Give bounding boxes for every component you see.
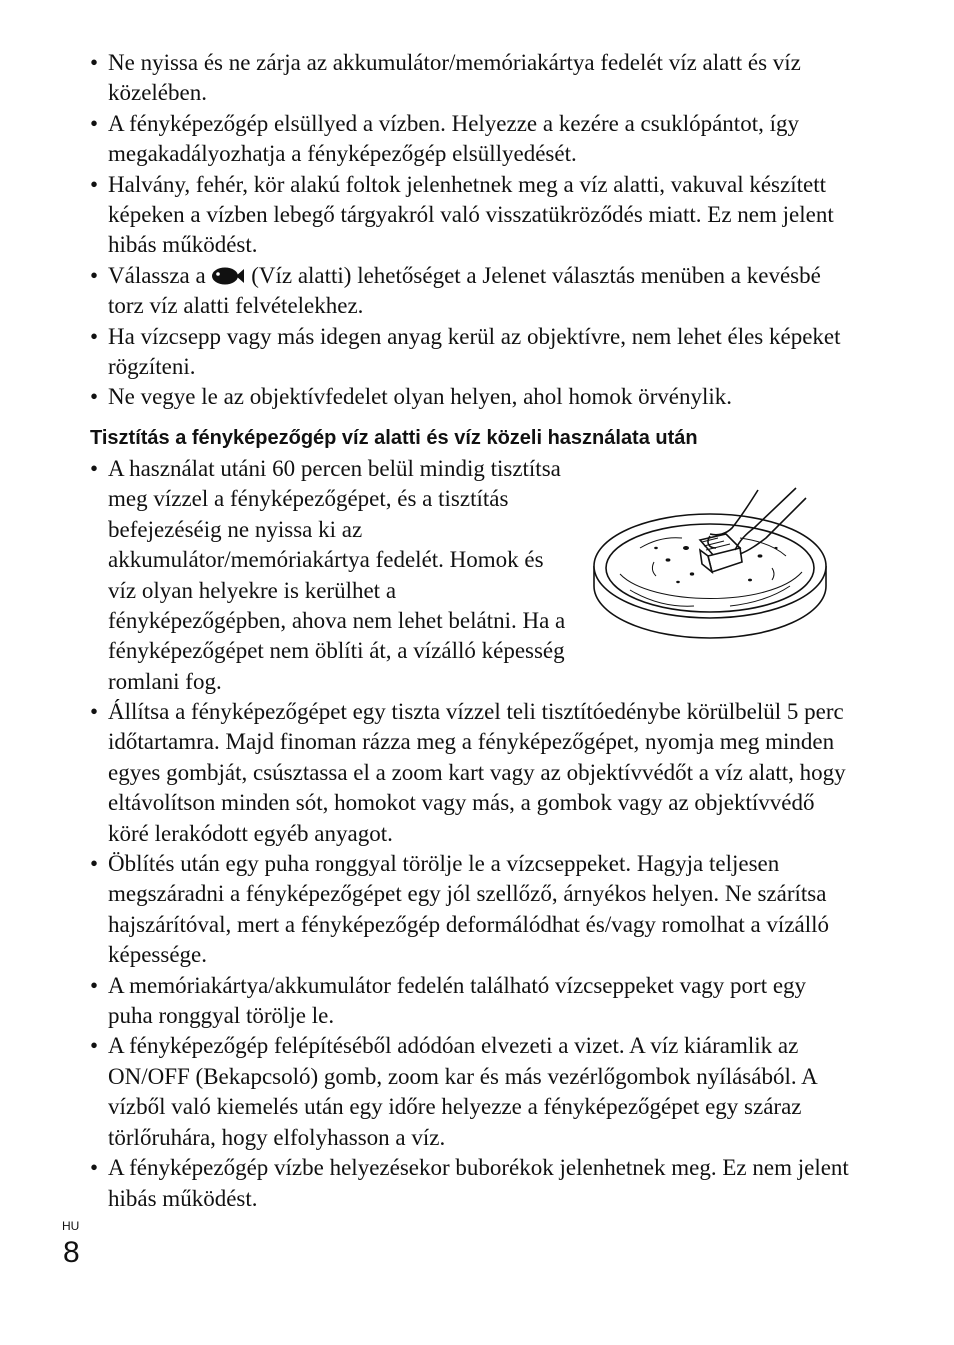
list-item: • Öblítés után egy puha ronggyal törölje le a vízcseppeket. Hagyja teljesen megszáradni a fényképezőgépet egy jól szellőző, árnyékos helyen. Ne szárítsa hajszárítóval, mert a fényképezőgép deformálódhat és/vagy romolhat a vízálló képessége. (90, 849, 850, 971)
camera-rinsing-illustration (590, 478, 830, 652)
cleaning-list-first (90, 454, 570, 697)
scene-text-before: Válassza a (108, 262, 212, 288)
section-heading: Tisztítás a fényképezőgép víz alatti és víz közeli használata után (90, 427, 698, 449)
list-item: • A használat utáni 60 percen belül mindig tisztítsa meg vízzel a fényképezőgépet, és a tisztítás befejezéséig ne nyissa ki az akkumulátor/memóriakártya fedelét. Homok és víz olyan helyekre is kerülhet a fényképezőgépben, ahova nem lehet belátni. Ha a fényképezőgépet nem öblíti át, a vízálló képesség romlani fog. (90, 454, 570, 697)
list-item-scene-selection (90, 261, 850, 322)
list-item: • A fényképezőgép vízbe helyezésekor buborékok jelenhetnek meg. Ez nem jelent hibás működést. (90, 1153, 850, 1214)
page-number: 8 (63, 1236, 80, 1269)
underwater-fish-icon (211, 266, 245, 286)
list-item: • A fényképezőgép felépítéséből adódóan elvezeti a vizet. A víz kiáramlik az ON/OFF (Bekapcsoló) gomb, zoom kar és más vezérlőgombok nyílásából. A vízből való kiemelés után egy időre helyezze a fényképezőgépet egy száraz törlőruhára, hogy elfolyhasson a víz. (90, 1031, 850, 1153)
list-item: • Ha vízcsepp vagy más idegen anyag kerül az objektívre, nem lehet éles képeket rögzíteni. (90, 322, 850, 383)
scene-text-after: (Víz alatti) lehetőséget a Jelenet választás menüben a kevésbé torz víz alatti felvételekhez. (108, 262, 821, 319)
list-item: • Állítsa a fényképezőgépet egy tiszta vízzel teli tisztítóedénybe körülbelül 5 perc időtartamra. Majd finoman rázza meg a fényképezőgépet, nyomja meg minden egyes gombját, csúsztassa el a zoom kart vagy az objektívvédőt a víz alatt, hogy eltávolítson minden sót, homokot vagy más, a gombok vagy az objektívvédő köré lerakódott egyéb anyagot. (90, 697, 850, 849)
cleaning-list (90, 697, 850, 1214)
list-item: • A memóriakártya/akkumulátor fedelén található vízcseppeket vagy port egy puha ronggyal törölje le. (90, 971, 850, 1032)
list-item: • Ne nyissa és ne zárja az akkumulátor/memóriakártya fedelét víz alatt és víz közelében. (90, 48, 850, 109)
list-item: • Halvány, fehér, kör alakú foltok jelenhetnek meg a víz alatti, vakuval készített képeken a vízben lebegő tárgyakról való visszatükröződés miatt. Ez nem jelent hibás működést. (90, 170, 850, 261)
list-item: • A fényképezőgép elsüllyed a vízben. Helyezze a kezére a csuklópántot, így megakadályozhatja a fényképezőgép elsüllyedését. (90, 109, 850, 170)
precautions-list (90, 48, 850, 413)
language-code: HU (62, 1219, 80, 1233)
list-item: • Ne vegye le az objektívfedelet olyan helyen, ahol homok örvénylik. (90, 382, 850, 412)
